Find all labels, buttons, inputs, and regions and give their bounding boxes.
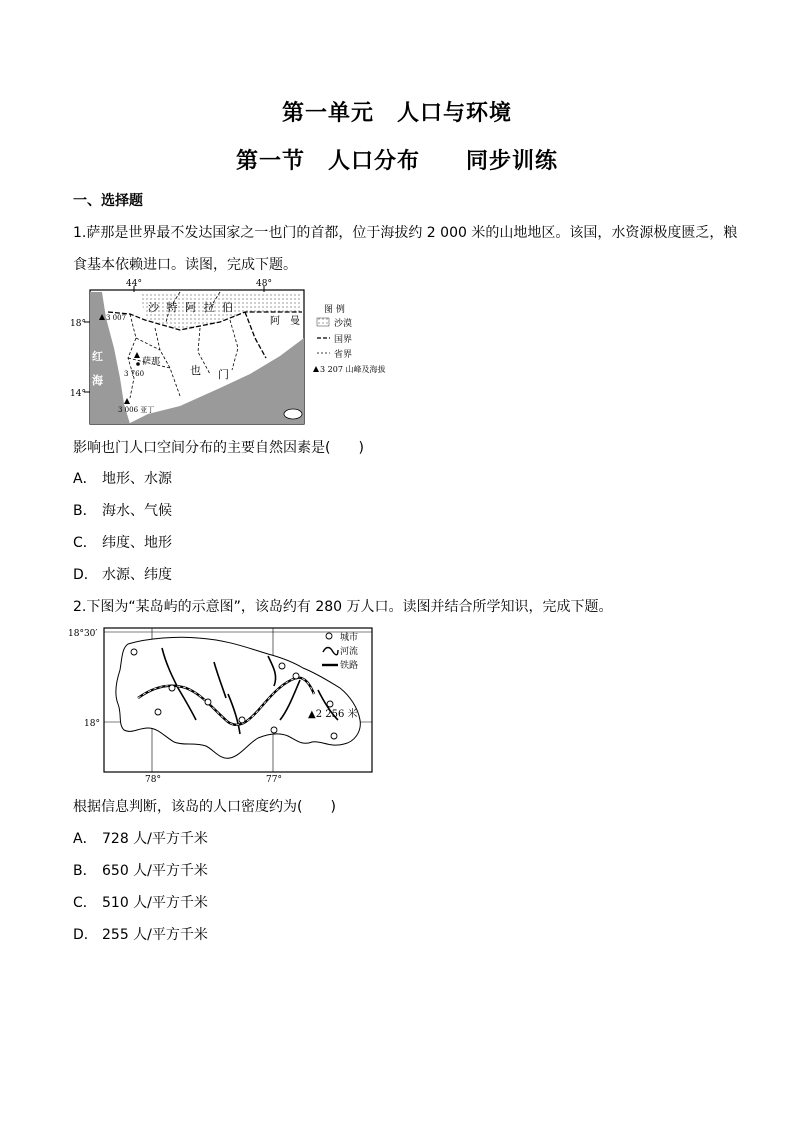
option-letter: B． [73, 863, 97, 879]
q1-stem-line2: 食基本依赖进口。读图，完成下题。 [73, 257, 297, 273]
option-letter: A． [73, 831, 97, 847]
lat-14: 14° [70, 389, 86, 399]
city-icon [169, 685, 175, 691]
peak-label: ▲2 256 米 [308, 709, 358, 720]
label-peak-c: 3 006 亚丁 [118, 406, 155, 414]
label-red-sea-a: 红 [92, 350, 103, 363]
label-yemen-a: 也 [190, 364, 201, 377]
city-icon [131, 649, 137, 655]
label-peak-a: 3 007 [106, 314, 127, 322]
option-letter: C． [73, 535, 97, 551]
lat-18-30: 18°30′ [68, 629, 98, 639]
section-title [0, 144, 794, 175]
city-icon [155, 709, 161, 715]
city-sanaa-icon [136, 362, 140, 366]
option-text: 510 人/平方千米 [102, 895, 208, 911]
option-text: 纬度、地形 [102, 535, 172, 551]
label-saudi: 沙 特 阿 拉 伯 [148, 301, 235, 314]
q1-option-c[interactable] [73, 532, 172, 552]
q2-option-d[interactable] [73, 924, 208, 944]
label-sanaa: 萨那 [142, 357, 161, 367]
q1-question: 影响也门人口空间分布的主要自然因素是( ) [73, 440, 364, 456]
q2-option-c[interactable] [73, 892, 208, 912]
q2-question: 根据信息判断，该岛的人口密度约为( ) [73, 799, 336, 815]
section-title-main: 第一节 人口分布 [235, 148, 420, 174]
lon-48: 48° [256, 279, 272, 289]
option-letter: B． [73, 503, 97, 519]
label-oman: 阿 曼 [270, 316, 300, 327]
legend-city: 城市 [340, 633, 359, 643]
city-icon [239, 717, 245, 723]
city-icon [271, 727, 277, 733]
legend-border: 国界 [334, 335, 353, 345]
option-letter: C． [73, 895, 97, 911]
legend-title: 图 例 [324, 305, 345, 315]
city-icon [279, 663, 285, 669]
section-label: 一、选择题 [73, 193, 143, 209]
q1-option-a[interactable] [73, 468, 172, 488]
legend-peak: 3 207 山峰及海拔 [320, 365, 386, 374]
island-map [68, 624, 378, 784]
lon-44: 44° [126, 279, 142, 289]
option-text: 地形、水源 [102, 471, 172, 487]
q2-option-b[interactable] [73, 860, 208, 880]
yemen-map [70, 278, 390, 426]
q2-option-a[interactable] [73, 828, 208, 848]
section-title-sub: 同步训练 [466, 148, 559, 174]
lon-78: 78° [145, 775, 161, 784]
option-text: 水源、纬度 [102, 567, 172, 583]
city-icon [331, 733, 337, 739]
legend-province: 省界 [334, 350, 353, 360]
unit-title: 第一单元 人口与环境 [281, 100, 512, 126]
option-text: 650 人/平方千米 [102, 863, 208, 879]
lat-18: 18° [70, 319, 86, 329]
city-icon [205, 699, 211, 705]
lon-77: 77° [266, 775, 282, 784]
city-icon [327, 701, 333, 707]
city-icon [293, 673, 299, 679]
option-letter: D． [73, 567, 98, 583]
label-yemen-b: 门 [218, 368, 229, 381]
option-text: 728 人/平方千米 [102, 831, 208, 847]
legend-desert: 沙漠 [334, 319, 353, 329]
q1-option-b[interactable] [73, 500, 172, 520]
label-red-sea-b: 海 [92, 374, 103, 387]
legend-peak-icon [313, 366, 319, 372]
q2-stem: 2.下图为“某岛屿的示意图”，该岛约有 280 万人口。读图并结合所学知识，完成下题。 [73, 599, 613, 615]
option-text: 255 人/平方千米 [102, 927, 208, 943]
lat-18-b: 18° [84, 719, 100, 729]
q1-stem-line1: 1.萨那是世界最不发达国家之一也门的首都，位于海拔约 2 000 米的山地地区。该国，水资源极度匮乏，粮 [73, 225, 738, 241]
socotra-island [284, 409, 302, 419]
option-text: 海水、气候 [102, 503, 172, 519]
legend-rail: 铁路 [340, 661, 359, 671]
option-letter: D． [73, 927, 98, 943]
label-peak-b: 3 760 [124, 370, 145, 378]
q1-option-d[interactable] [73, 564, 172, 584]
legend-river: 河流 [340, 647, 359, 657]
legend-desert-swatch [317, 318, 329, 326]
legend-city-icon [326, 633, 332, 639]
option-letter: A． [73, 471, 97, 487]
